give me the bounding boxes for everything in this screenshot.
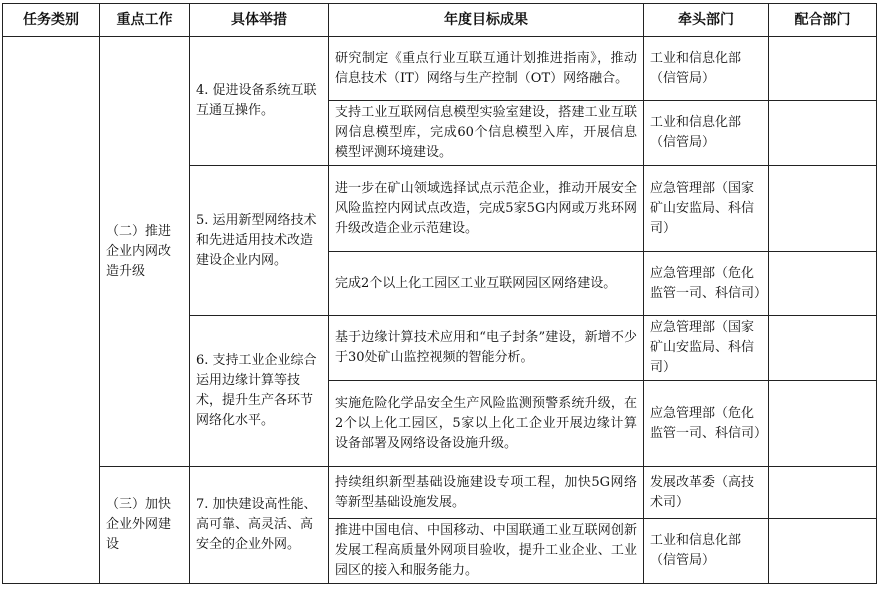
target-cell: 推进中国电信、中国移动、中国联通工业互联网创新发展工程高质量外网项目验收，提升工业企业、工业园区的接入和服务能力。 — [329, 519, 644, 584]
target-cell: 研究制定《重点行业互联互通计划推进指南》，推动信息技术（IT）网络与生产控制（OT）网络融合。 — [329, 37, 644, 101]
header-cooperating-department: 配合部门 — [769, 4, 877, 37]
task-table — [2, 3, 877, 584]
cooperating-department-cell — [769, 316, 877, 381]
lead-department-cell: 应急管理部（危化监管一司、科信司） — [644, 381, 769, 467]
measure-cell: 7. 加快建设高性能、高可靠、高灵活、高安全的企业外网。 — [190, 467, 329, 584]
lead-department-cell: 工业和信息化部（信管局） — [644, 37, 769, 101]
cooperating-department-cell — [769, 252, 877, 316]
cooperating-department-cell — [769, 381, 877, 467]
measure-cell: 6. 支持工业企业综合运用边缘计算等技术，提升生产各环节网络化水平。 — [190, 316, 329, 467]
target-cell: 进一步在矿山领域选择试点示范企业，推动开展安全风险监控内网试点改造，完成5家5G内网或万兆环网升级改造企业示范建设。 — [329, 166, 644, 252]
lead-department-cell: 发展改革委（高技术司） — [644, 467, 769, 519]
measure-cell: 5. 运用新型网络技术和先进适用技术改造建设企业内网。 — [190, 166, 329, 316]
header-annual-targets: 年度目标成果 — [329, 4, 644, 37]
key-work-cell: （二）推进企业内网改造升级 — [100, 37, 190, 467]
table-row — [3, 467, 877, 519]
header-measures: 具体举措 — [190, 4, 329, 37]
cooperating-department-cell — [769, 467, 877, 519]
header-category: 任务类别 — [3, 4, 100, 37]
header-lead-department: 牵头部门 — [644, 4, 769, 37]
header-key-work: 重点工作 — [100, 4, 190, 37]
lead-department-cell: 工业和信息化部（信管局） — [644, 519, 769, 584]
lead-department-cell: 应急管理部（国家矿山安监局、科信司） — [644, 166, 769, 252]
measure-cell: 4. 促进设备系统互联互通互操作。 — [190, 37, 329, 166]
key-work-cell: （三）加快企业外网建设 — [100, 467, 190, 584]
target-cell: 完成2个以上化工园区工业互联网园区网络建设。 — [329, 252, 644, 316]
table-header-row — [3, 4, 877, 37]
category-cell — [3, 37, 100, 584]
target-cell: 支持工业互联网信息模型实验室建设，搭建工业互联网信息模型库，完成60个信息模型入库，开展信息模型评测环境建设。 — [329, 101, 644, 166]
lead-department-cell: 工业和信息化部（信管局） — [644, 101, 769, 166]
cooperating-department-cell — [769, 519, 877, 584]
lead-department-cell: 应急管理部（危化监管一司、科信司） — [644, 252, 769, 316]
cooperating-department-cell — [769, 166, 877, 252]
target-cell: 基于边缘计算技术应用和“电子封条”建设，新增不少于30处矿山监控视频的智能分析。 — [329, 316, 644, 381]
lead-department-cell: 应急管理部（国家矿山安监局、科信司） — [644, 316, 769, 381]
cooperating-department-cell — [769, 37, 877, 101]
table-row — [3, 37, 877, 101]
target-cell: 实施危险化学品安全生产风险监测预警系统升级，在2个以上化工园区，5家以上化工企业开展边缘计算设备部署及网络设备设施升级。 — [329, 381, 644, 467]
target-cell: 持续组织新型基础设施建设专项工程，加快5G网络等新型基础设施发展。 — [329, 467, 644, 519]
cooperating-department-cell — [769, 101, 877, 166]
